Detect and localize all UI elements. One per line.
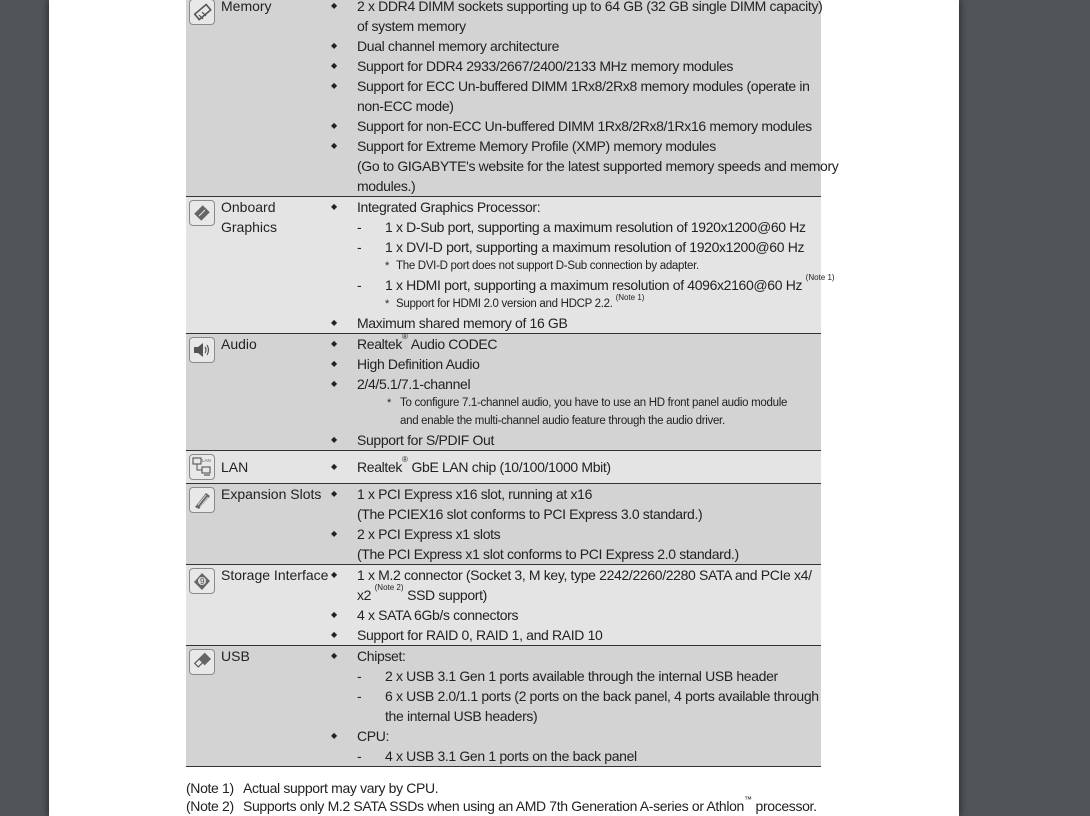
lan-icon-text: LAN bbox=[202, 458, 211, 463]
list-item: ◆ Support for DDR4 2933/2667/2400/2133 MHz memory modules bbox=[331, 56, 821, 76]
list-item: ◆ 1 x M.2 connector (Socket 3, M key, type 2242/2260/2280 SATA and PCIe x4/ bbox=[331, 565, 821, 585]
list-item: ◆ Support for ECC Un-buffered DIMM 1Rx8/2Rx8 memory modules (operate in bbox=[331, 76, 821, 96]
spec-content-usb bbox=[331, 646, 821, 766]
list-item: ◆ 2 x DDR4 DIMM sockets supporting up to 64 GB (32 GB single DIMM capacity) bbox=[331, 0, 821, 16]
footnote-text: Actual support may vary by CPU. bbox=[243, 780, 439, 796]
list-item: ◆ High Definition Audio bbox=[331, 354, 821, 374]
list-item: ◆ 2/4/5.1/7.1-channel bbox=[331, 374, 821, 394]
list-item-continuation: (The PCIEX16 slot conforms to PCI Express 3.0 standard.) bbox=[357, 506, 703, 522]
lan-network-icon bbox=[189, 454, 215, 480]
list-item: - 2 x USB 3.1 Gen 1 ports available through the internal USB header bbox=[331, 666, 821, 686]
list-item bbox=[331, 457, 821, 477]
spec-content-memory bbox=[331, 0, 839, 196]
footnote-text bbox=[243, 797, 817, 815]
footnote-tag: (Note 1) bbox=[186, 780, 234, 796]
footnote-1 bbox=[186, 779, 946, 797]
item-text: GbE LAN chip (10/100/1000 Mbit) bbox=[407, 459, 611, 475]
footnote-item bbox=[331, 295, 821, 313]
item-text: Realtek bbox=[357, 459, 403, 475]
list-item: - 1 x D-Sub port, supporting a maximum resolution of 1920x1200@60 Hz bbox=[331, 217, 821, 237]
spec-label-onboard-graphics bbox=[221, 197, 331, 237]
item-text: x2 bbox=[357, 587, 375, 603]
spec-content-graphics bbox=[331, 197, 835, 333]
registered-mark: ® bbox=[402, 455, 408, 464]
item-text: 1 x HDMI port, supporting a maximum resolution of 4096x2160@60 Hz bbox=[385, 277, 803, 293]
list-item-continuation bbox=[331, 585, 821, 605]
hard-disk-icon bbox=[189, 568, 215, 594]
spec-row-onboard-graphics bbox=[186, 197, 835, 334]
spec-label-storage-interface: Storage Interface bbox=[221, 567, 329, 583]
list-item: ◆ Dual channel memory architecture bbox=[331, 36, 821, 56]
list-item-continuation: (The PCI Express x1 slot conforms to PCI Express 2.0 standard.) bbox=[357, 546, 739, 562]
spec-label-audio: Audio bbox=[221, 336, 257, 352]
spec-row-memory bbox=[186, 0, 839, 197]
list-item-continuation: (Go to GIGABYTE's website for the latest supported memory speeds and memory bbox=[357, 158, 839, 174]
footnote-text-part: Supports only M.2 SATA SSDs when using an AMD 7th Generation A-series or Athlon bbox=[243, 798, 744, 814]
list-item-continuation: of system memory bbox=[357, 18, 466, 34]
memory-module-icon bbox=[189, 0, 215, 25]
list-item: ◆ 1 x PCI Express x16 slot, running at x16 bbox=[331, 484, 821, 504]
spec-row-usb bbox=[186, 646, 821, 767]
list-item: ◆ CPU: bbox=[331, 726, 821, 746]
note-ref: (Note 2) bbox=[374, 583, 404, 592]
list-item bbox=[331, 273, 835, 295]
spec-content-expansion bbox=[331, 484, 821, 564]
spec-label-expansion-slots: Expansion Slots bbox=[221, 486, 322, 502]
spec-row-lan bbox=[186, 451, 821, 484]
spec-content-lan bbox=[331, 451, 821, 483]
spec-label-usb: USB bbox=[221, 648, 250, 664]
expansion-slot-icon bbox=[189, 487, 215, 513]
footnote-item: * The DVI-D port does not support D-Sub connection by adapter. bbox=[331, 257, 821, 275]
note-ref: (Note 1) bbox=[615, 293, 645, 302]
list-item: - 6 x USB 2.0/1.1 ports (2 ports on the back panel, 4 ports available through bbox=[331, 686, 821, 706]
label-line: Onboard bbox=[221, 199, 276, 215]
list-item-continuation: the internal USB headers) bbox=[385, 708, 538, 724]
registered-mark: ® bbox=[402, 332, 408, 341]
list-item: ◆ Support for S/PDIF Out bbox=[331, 430, 821, 450]
list-item-continuation: non-ECC mode) bbox=[357, 98, 454, 114]
spec-content-storage bbox=[331, 565, 821, 645]
note-ref: (Note 1) bbox=[805, 273, 835, 282]
footnote-tag: (Note 2) bbox=[186, 798, 234, 814]
item-text: Audio CODEC bbox=[407, 336, 498, 352]
spec-row-audio bbox=[186, 334, 821, 451]
spec-label-lan: LAN bbox=[221, 459, 249, 475]
specification-table bbox=[186, 0, 839, 767]
list-item-continuation: modules.) bbox=[357, 178, 416, 194]
footnote-2 bbox=[186, 797, 946, 815]
list-item: - 4 x USB 3.1 Gen 1 ports on the back panel bbox=[331, 746, 821, 766]
list-item: ◆ Chipset: bbox=[331, 646, 821, 666]
list-item: ◆ Support for Extreme Memory Profile (XMP) memory modules bbox=[331, 136, 821, 156]
item-text: Realtek bbox=[357, 336, 403, 352]
footnote-text-part: processor. bbox=[752, 798, 817, 814]
footnotes bbox=[186, 779, 946, 815]
svg-text:9: 9 bbox=[200, 577, 205, 586]
trademark-mark: ™ bbox=[744, 795, 752, 804]
list-item: - 1 x DVI-D port, supporting a maximum resolution of 1920x1200@60 Hz bbox=[331, 237, 821, 257]
list-item: ◆ Integrated Graphics Processor: bbox=[331, 197, 821, 217]
speaker-icon bbox=[189, 337, 215, 363]
graphics-card-icon bbox=[189, 200, 215, 226]
label-line: Graphics bbox=[221, 219, 278, 235]
document-page bbox=[49, 0, 959, 816]
list-item: ◆ Maximum shared memory of 16 GB bbox=[331, 313, 821, 333]
list-item: ◆ 4 x SATA 6Gb/s connectors bbox=[331, 605, 821, 625]
item-text: Support for HDMI 2.0 version and HDCP 2.2. bbox=[396, 298, 613, 310]
spec-row-expansion-slots bbox=[186, 484, 821, 565]
item-text: SSD support) bbox=[403, 587, 487, 603]
usb-drive-icon bbox=[189, 649, 215, 675]
list-item: ◆ Support for RAID 0, RAID 1, and RAID 10 bbox=[331, 625, 821, 645]
spec-label-memory: Memory bbox=[221, 0, 272, 14]
list-item: ◆ Support for non-ECC Un-buffered DIMM 1Rx8/2Rx8/1Rx16 memory modules bbox=[331, 116, 821, 136]
list-item bbox=[331, 334, 821, 354]
list-item: ◆ 2 x PCI Express x1 slots bbox=[331, 524, 821, 544]
footnote-item: and enable the multi-channel audio feature through the audio driver. bbox=[400, 415, 725, 427]
spec-content-audio bbox=[331, 334, 821, 450]
footnote-item: * To configure 7.1-channel audio, you have to use an HD front panel audio module bbox=[331, 394, 821, 412]
spec-row-storage-interface bbox=[186, 565, 821, 646]
